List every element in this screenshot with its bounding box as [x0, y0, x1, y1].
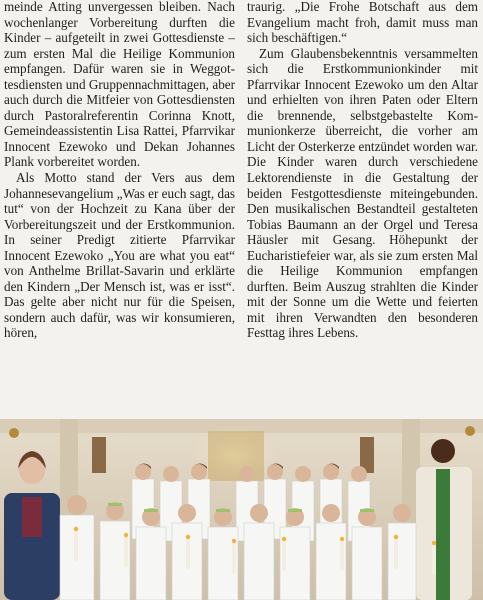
article-paragraph: Zum Glaubensbekenntnis versammelten sich die Erstkommunionkinder mit Pfarrvikar Innocent Ezewoko um den Altar und erhielten von ihren Paten oder Eltern die brennende, selbstgebastelte Kommunionkerze überreicht, die vorher am Licht der Osterkerze entzündet worden war. Die Kinder waren durch verschiedene Lektorendienste in die Gestaltung der beiden Festgottesdienste miteingebunden. Den musikalischen Bestandteil gestalteten Tobias Baumann an der Orgel und Teresa Häusler mit Gesang. Höhepunkt der Eucharistiefeier war, als sie zum ersten Mal die Heilige Kommunion empfangen durften. Beim Auszug strahlten die Kinder mit der Sonne um die Wette und feierten mit ihren Verwandten den besonderen Festtag ihres Lebens.: [247, 45, 478, 341]
article-paragraph: meinde Atting unvergessen bleiben. Nach wochenlanger Vorbereitung durften die Kinder – aufgeteilt in zwei Gottesdienste – zum ersten Mal die Heilige Kommunion empfangen. Dafür waren sie in Weggottesdiensten und Gruppennachmittagen, aber auch durch die Mitfeier von Gottesdiensten durch Pastoralreferentin Corinna Knott, Gemeindeassistentin Lisa Rattei, Pfarrvikar Innocent Ezewoko und Dekan Johannes Plank vorbereitet worden.: [4, 0, 235, 170]
article-left-column: [4, 0, 235, 341]
group-photo-drawing: [0, 419, 483, 600]
left-statue: [92, 437, 106, 473]
group-photo: [0, 419, 483, 600]
article-paragraph: Als Motto stand der Vers aus dem Johannesevangelium „Was er euch sagt, das tut“ von der Hochzeit zu Kana über der Vorbereitungszeit und der Erstkommunion. In seiner Predigt zitierte Pfarrvikar Innocent Ezewoko „You are what you eat“ von Anthelme Brillat-Savarin und erklärte den Kindern „Der Mensch ist, was er isst“. Das gelte aber nicht nur für die Speisen, sondern auch dafür, was wir konsumieren, hören,: [4, 170, 236, 341]
left-lamp: [9, 428, 19, 438]
article-right-column: [247, 0, 478, 341]
right-lamp: [465, 426, 475, 436]
article-paragraph: traurig. „Die Frohe Botschaft aus dem Evangelium macht froh, damit muss man sich beschäftigen.“: [247, 0, 478, 46]
altar-piece: [208, 431, 264, 481]
